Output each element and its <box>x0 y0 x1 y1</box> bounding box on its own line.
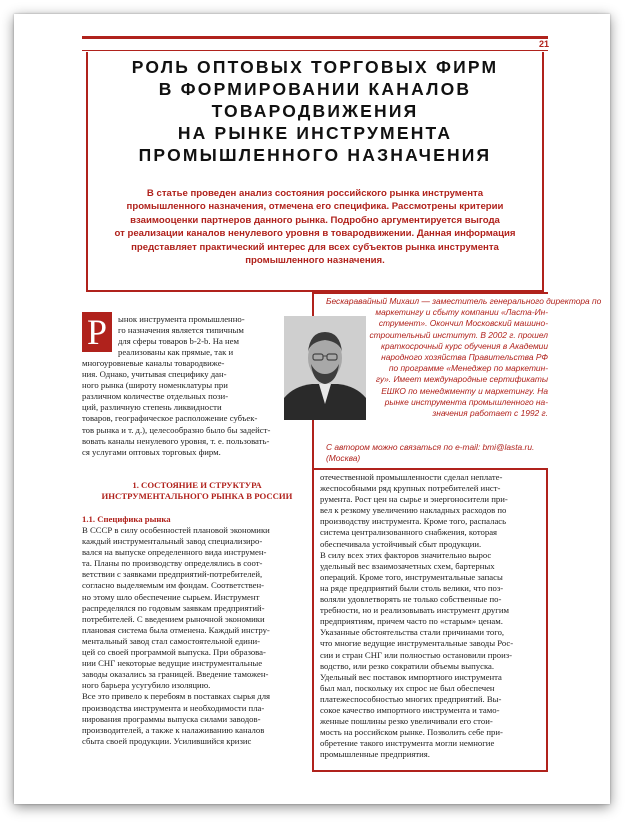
body-line: ветствии с заявками предприятий-потребителей, <box>82 569 263 580</box>
body-line: обеспечивала устойчивый сбыт продукции. <box>320 538 482 549</box>
author-line: рынке инструмента промышленного на- <box>384 396 548 407</box>
right-column-side-rule <box>546 468 548 772</box>
title-line: РОЛЬ ОПТОВЫХ ТОРГОВЫХ ФИРМ <box>131 57 499 77</box>
author-line: по программе «Менеджер по маркетин- <box>388 363 548 374</box>
intro-line: ного рынка (широту номенклатуры при <box>82 380 228 391</box>
body-line: цей со своей программой выпуска. При образова- <box>82 647 266 658</box>
intro-line: ынок инструмента промышленно- <box>118 314 245 324</box>
intro-line: тов рынка и т. д.), целесообразно было бы задейст- <box>82 424 271 435</box>
body-line: обретение такого инструмента могли немногие <box>320 738 495 749</box>
magazine-page <box>14 14 610 804</box>
body-line: каждый инструментальный завод специализиро- <box>82 536 263 547</box>
column-divider-lower <box>312 730 314 772</box>
author-line: гу». Имеет международные сертификаты <box>375 374 548 385</box>
body-line: Указанные обстоятельства стали причинами того, <box>320 627 505 638</box>
intro-line: многоуровневые каналы товародвиже- <box>82 358 225 368</box>
body-line: что многие ведущие инструментальные заводы Рос- <box>320 638 514 649</box>
author-line: Бескаравайный Михаил — заместитель генерального директора по <box>326 296 602 306</box>
body-line: система централизованного снабжения, которая <box>320 527 498 538</box>
body-line: та. Планы по производству определялись в соот- <box>82 558 263 569</box>
body-line: вался на выпуске определенного вида инструмен- <box>82 547 267 558</box>
body-line: удельный вес взаимозачетных схем, бартерных <box>320 560 495 571</box>
body-line: но этому шло обеспечение сырьем. Инструмент <box>82 591 260 602</box>
body-line: сокое качество импортного инструмента и тамо- <box>320 704 500 715</box>
abstract-line: В статье проведен анализ состояния российского рынка инструмента <box>146 188 484 199</box>
body-line: Все это привело к перебоям в поставках сырья для <box>82 691 271 702</box>
intro-paragraph-top <box>118 314 278 358</box>
body-line: сии и стран СНГ или полностью остановили произ- <box>320 649 513 660</box>
author-contact <box>326 442 548 464</box>
abstract-line: промышленного назначения, отмечена его специфика. Рассмотрены критерии <box>126 201 504 213</box>
intro-line: различном количестве отдельных пози- <box>82 391 229 402</box>
body-line: был мал, поскольку их спрос не был обеспечен <box>320 682 495 693</box>
left-column-text <box>82 525 310 747</box>
body-line: воляли удовлетворять не только собственные по- <box>320 594 502 605</box>
body-line: предприятиям, причем часто по «старым» ценам. <box>320 616 503 627</box>
body-line: вел к резкому увеличению накладных расходов по <box>320 505 507 516</box>
abstract-line: промышленного назначения. <box>245 255 385 267</box>
body-line: плановая система была отменена. Каждый инстру- <box>82 624 270 635</box>
abstract-line: представляет практический интерес для всех субъектов рынка инструмента <box>131 241 499 253</box>
subsection-heading: 1.1. Специфика рынка <box>82 514 171 524</box>
body-line: В силу всех этих факторов значительно вырос <box>320 549 492 560</box>
body-line: производства инструмента и необходимости пла- <box>82 702 265 713</box>
body-line: Удельный вес поставок импортного инструмента <box>320 671 502 682</box>
title-line: ТОВАРОДВИЖЕНИЯ <box>211 101 419 121</box>
author-line: маркетингу и сбыту компании «Ласта-Ин- <box>375 307 548 318</box>
author-line: краткосрочный курс обучения в Академии <box>381 340 548 351</box>
body-line: мость на российском рынке. Позволить себе при- <box>320 727 503 738</box>
body-line: румента. Рост цен на сырье и энергоносители при- <box>320 494 508 505</box>
body-line: сбыта своей продукции. Усилившийся кризис <box>82 735 252 746</box>
body-line: нирования программы выпуска силами заводов- <box>82 713 261 724</box>
intro-line: вовать каналы ненулевого уровня, т. е. пользовать- <box>82 435 270 446</box>
right-column-text <box>320 472 548 760</box>
author-line: струмент». Окончил Московский машино- <box>378 318 548 329</box>
body-line: ментальный завод стал самостоятельной едини- <box>82 635 261 646</box>
author-top-rule <box>312 292 548 294</box>
author-line: строительный институт. В 2002 г. прошел <box>369 329 548 340</box>
intro-line: для сферы товаров b-2-b. На нем <box>118 336 240 347</box>
body-line: производству инструмента. Кроме того, распалась <box>320 516 507 527</box>
intro-line: реализованы как прямые, так и <box>118 347 234 358</box>
intro-line: ся услугами оптовых торговых фирм. <box>82 446 221 457</box>
body-line: производителей, а также к налаживанию каналов <box>82 724 265 735</box>
body-line: нии СНГ некоторые ведущие инструментальные <box>82 658 263 669</box>
body-line: заводы оказались за границей. Введение таможен- <box>82 669 269 680</box>
body-line: платежеспособностью многих предприятий. Вы- <box>320 693 502 704</box>
abstract-line: взаимооценки партнеров данного рынка. Подробно аргументируется выгода <box>130 214 500 226</box>
intro-line: ния. Однако, учитывая специфику дан- <box>82 369 227 380</box>
body-line: ного барьера усугубило изоляцию. <box>82 680 211 691</box>
section-heading-line: ИНСТРУМЕНТАЛЬНОГО РЫНКА В РОССИИ <box>101 491 293 501</box>
title-line: ПРОМЫШЛЕННОГО НАЗНАЧЕНИЯ <box>138 145 492 165</box>
body-line: водство, или резко сократили объемы выпуска. <box>320 660 495 671</box>
body-line: согласно выделяемым им фондам. Соответствен- <box>82 580 265 591</box>
drop-cap: Р <box>82 312 112 352</box>
section-heading-line: 1. СОСТОЯНИЕ И СТРУКТУРА <box>132 480 262 490</box>
body-line: промышленные предприятия. <box>320 749 430 760</box>
page-number: 21 <box>538 39 549 49</box>
author-line: ЕШКО по менеджменту и маркетингу. На <box>381 385 548 396</box>
top-rule <box>82 36 548 39</box>
body-line: жеспособными ряд крупных потребителей инст- <box>320 483 501 494</box>
intro-line: ций, различную степень ликвидности <box>82 402 222 413</box>
body-line: операций. Кроме того, инструментальные запасы <box>320 571 503 582</box>
contact-line: (Москва) <box>326 453 361 463</box>
abstract-line: от реализации каналов ненулевого уровня в товародвижении. Данная информация <box>114 228 516 240</box>
body-line: требности, но и реализовывать инструмент другим <box>320 605 509 616</box>
right-column-bottom-rule <box>312 770 548 772</box>
body-line: В СССР в силу особенностей плановой экономики <box>82 525 270 535</box>
intro-paragraph <box>82 358 310 458</box>
body-line: распределялся по годовым заявкам предприятий- <box>82 602 265 613</box>
top-rule-thin <box>82 50 548 51</box>
author-bottom-rule <box>312 468 548 470</box>
intro-line: товаров, географическое расположение субъек- <box>82 413 258 424</box>
article-title <box>86 56 544 166</box>
body-line: отечественной промышленности сделал неплате- <box>320 472 503 482</box>
article-abstract <box>104 187 526 267</box>
title-line: НА РЫНКЕ ИНСТРУМЕНТА <box>177 123 453 143</box>
body-line: потребителей. С введением рыночной экономики <box>82 613 265 624</box>
author-line: народного хозяйства Правительства РФ <box>381 352 548 363</box>
contact-line: С автором можно связаться по e-mail: bmi@lasta.ru. <box>326 442 535 452</box>
section-heading <box>82 480 312 502</box>
author-line: значения работает с 1992 г. <box>432 408 548 419</box>
body-line: на ряде предприятий были столь велики, что поз- <box>320 582 504 593</box>
intro-line: го назначения является типичным <box>118 325 244 336</box>
body-line: женные пошлины резко увеличивали его стои- <box>320 716 493 727</box>
title-line: В ФОРМИРОВАНИИ КАНАЛОВ <box>158 79 472 99</box>
